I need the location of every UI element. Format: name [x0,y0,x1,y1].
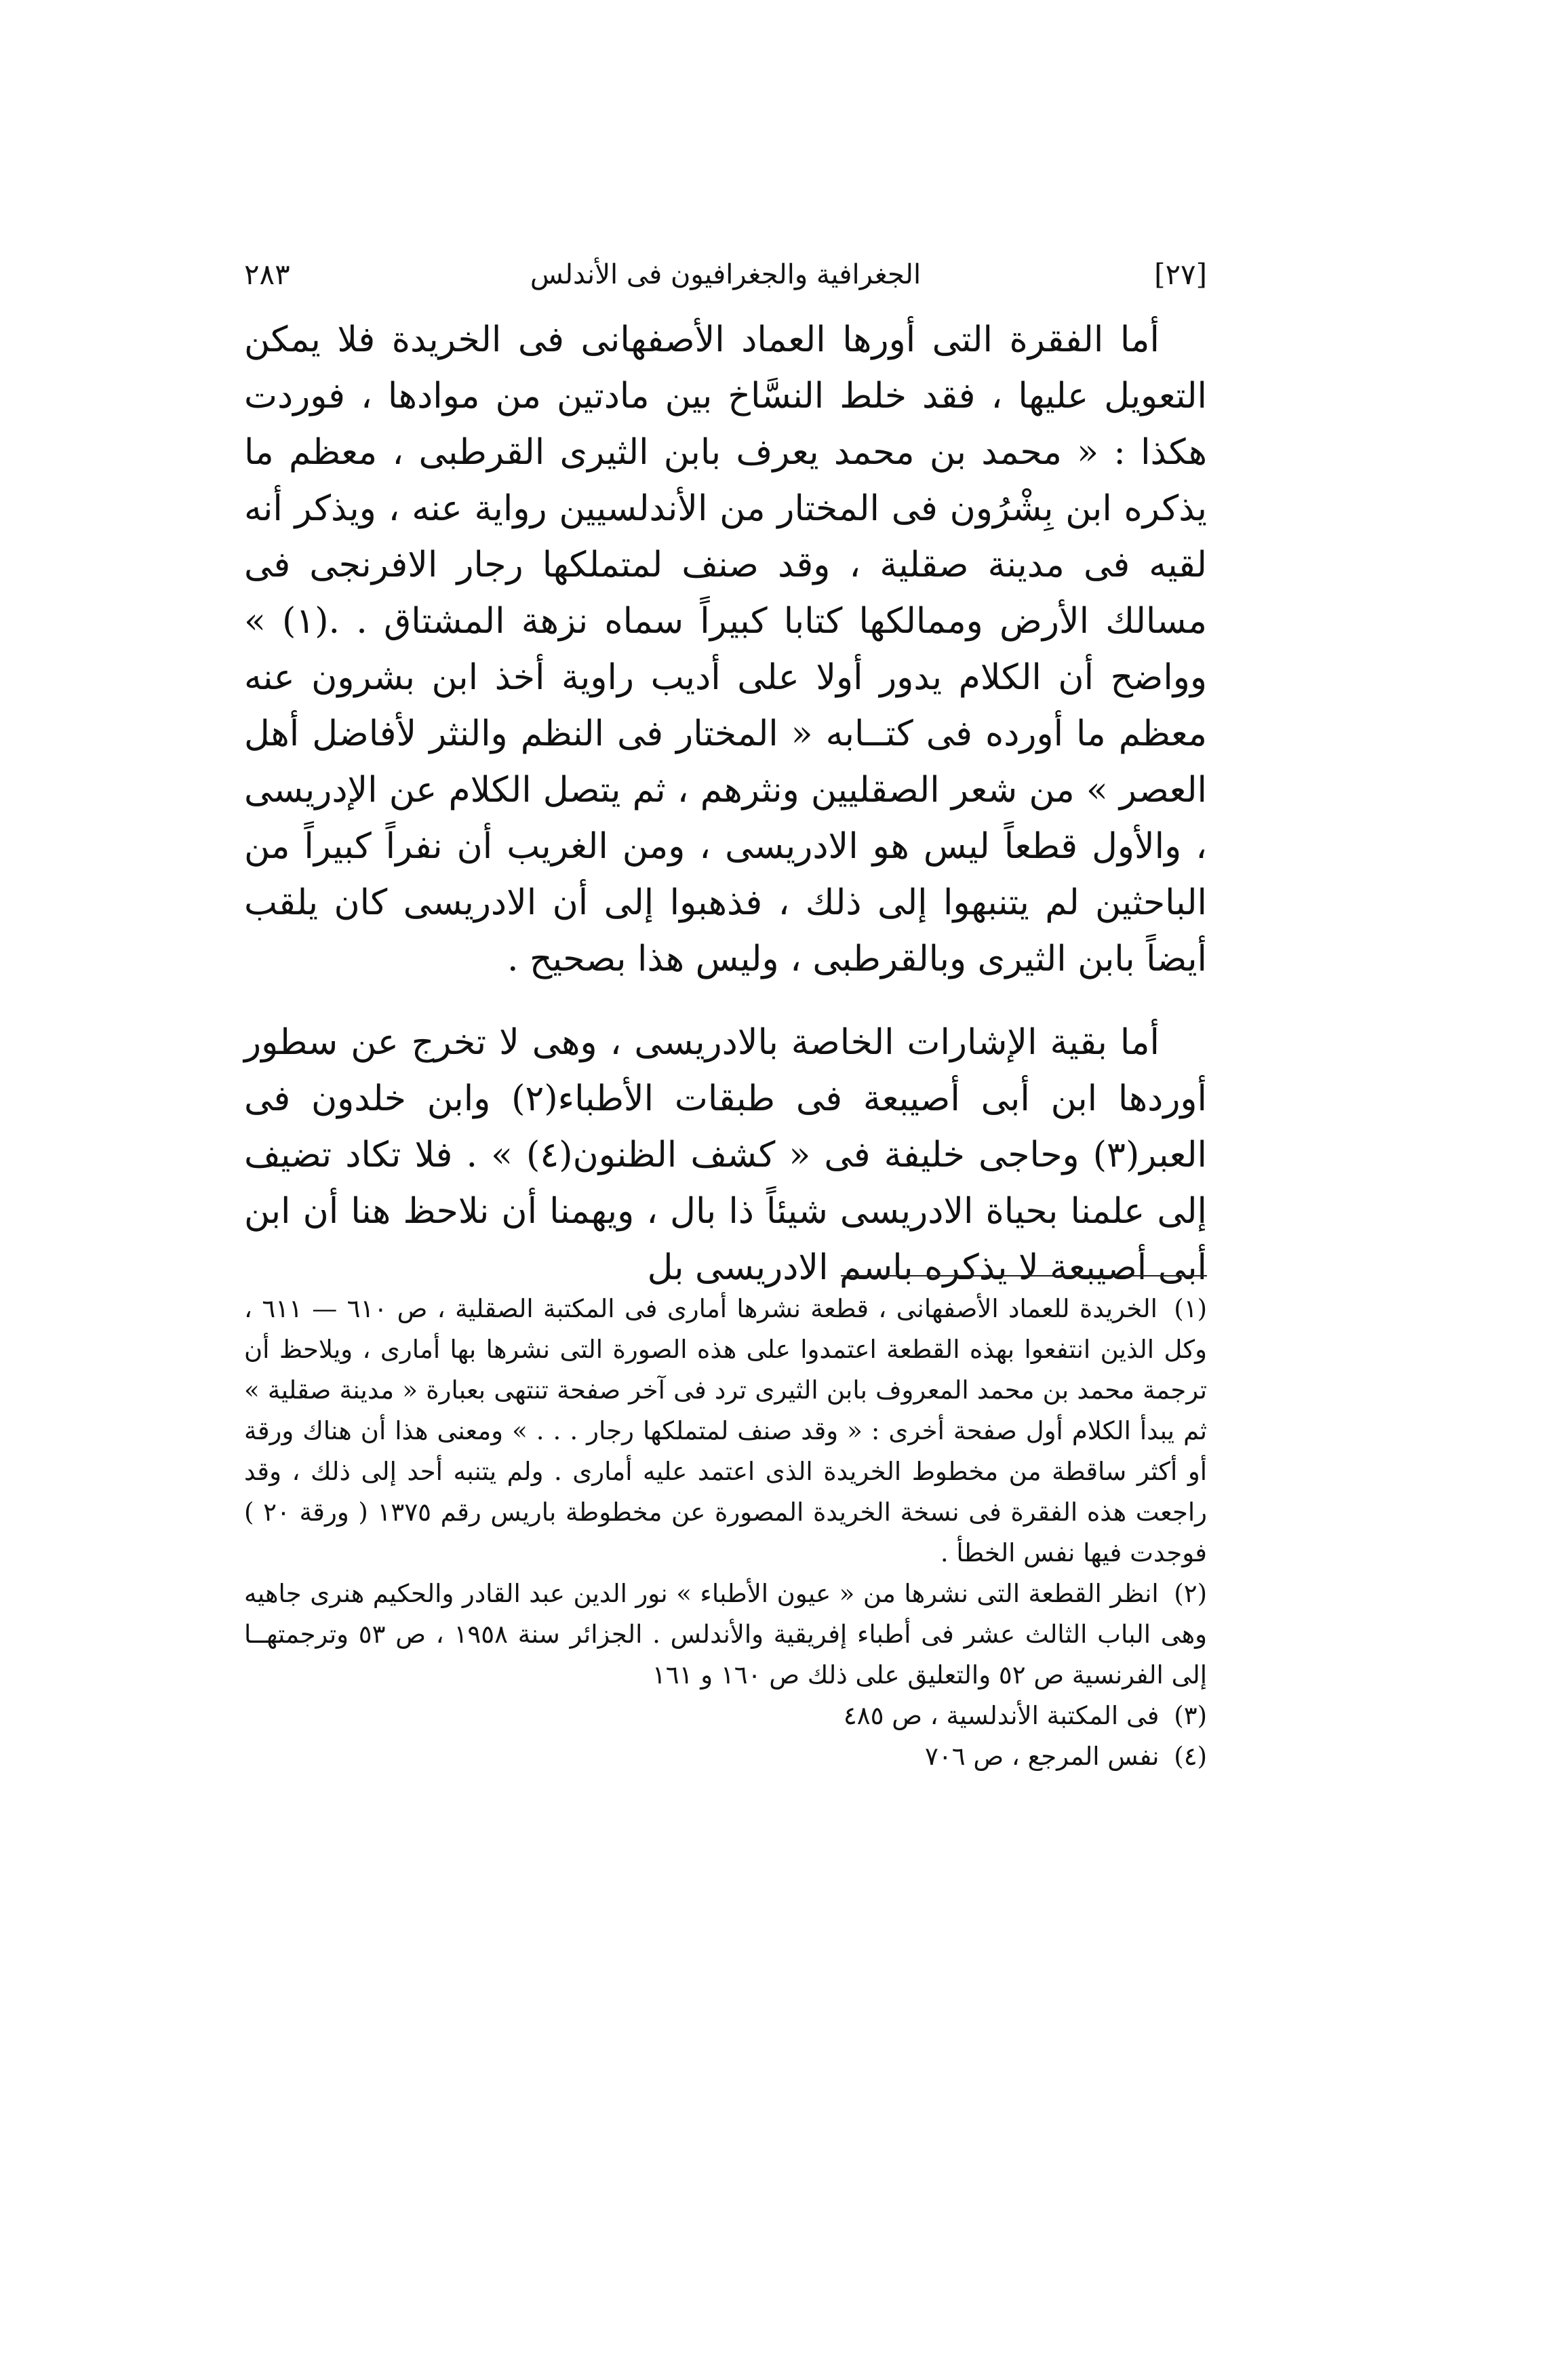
section-number: [٢٧] [1154,258,1207,291]
footnote-4-number: (٤) [1174,1742,1207,1771]
footnote-4-text: نفس المرجع ، ص ٧٠٦ [925,1742,1160,1771]
footnote-2-number: (٢) [1174,1579,1207,1608]
main-text [244,312,1207,1296]
footnote-2-text: انظر القطعة التى نشرها من « عيون الأطباء » نور الدين عبد القادر والحكيم هنرى جاهيه وهى الباب الثالث عشر فى أطباء إفريقية والأندلس . الجزائر سنة ١٩٥٨ ، ص ٥٣ وترجمتهــا إلى الفرنسية ص ٥٢ والتعليق على ذلك ص ١٦٠ و ١٦١ [244,1579,1207,1690]
footnote-3-number: (٣) [1174,1701,1207,1730]
footnote-divider [841,1275,1207,1276]
footnotes [244,1289,1207,1777]
paragraph-2: أما بقية الإشارات الخاصة بالادريسى ، وهى لا تخرج عن سطور أوردها ابن أبى أصيبعة فى طبقات الأطباء(٢) وابن خلدون فى العبر(٣) وحاجى خليفة فى « كشف الظنون(٤) » . فلا تكاد تضيف إلى علمنا بحياة الادريسى شيئاً ذا بال ، ويهمنا أن نلاحظ هنا أن ابن أبى أصيبعة لا يذكره باسم الادريسى بل [244,1022,1207,1288]
footnote-2 [244,1574,1207,1696]
footnote-4 [244,1736,1207,1777]
running-title: الجغرافية والجغرافيون فى الأندلس [530,259,922,290]
footnote-3-text: فى المكتبة الأندلسية ، ص ٤٨٥ [843,1701,1160,1730]
footnote-3 [244,1696,1207,1736]
paragraph-1: أما الفقرة التى أورها العماد الأصفهانى فى الخريدة فلا يمكن التعويل عليها ، فقد خلط النسَّاخ بين مادتين من موادها ، فوردت هكذا : « محمد بن محمد يعرف بابن الثيرى القرطبى ، معظم ما يذكره ابن بِشْرُون فى المختار من الأندلسيين رواية عنه ، ويذكر أنه لقيه فى مدينة صقلية ، وقد صنف لمتملكها رجار الافرنجى فى مسالك الأرض وممالكها كتابا كبيراً سماه نزهة المشتاق . .(١) » وواضح أن الكلام يدور أولا على أديب راوية أخذ ابن بشرون عنه معظم ما أورده فى كتــابه « المختار فى النظم والنثر لأفاضل أهل العصر » من شعر الصقليين ونثرهم ، ثم يتصل الكلام عن الإدريسى ، والأول قطعاً ليس هو الادريسى ، ومن الغريب أن نفراً كبيراً من الباحثين لم يتنبهوا إلى ذلك ، فذهبوا إلى أن الادريسى كان يلقب أيضاً بابن الثيرى وبالقرطبى ، وليس هذا بصحيح . [244,319,1207,979]
footnote-1-text: الخريدة للعماد الأصفهانى ، قطعة نشرها أمارى فى المكتبة الصقلية ، ص ٦١٠ — ٦١١ ، وكل الذين انتفعوا بهذه القطعة اعتمدوا على هذه الصورة التى نشرها بها أمارى ، ويلاحظ أن ترجمة محمد بن محمد المعروف بابن الثيرى ترد فى آخر صفحة تنتهى بعبارة « مدينة صقلية » ثم يبدأ الكلام أول صفحة أخرى : « وقد صنف لمتملكها رجار . . . » ومعنى هذا أن هناك ورقة أو أكثر ساقطة من مخطوط الخريدة الذى اعتمد عليه أمارى . ولم يتنبه أحد إلى ذلك ، وقد راجعت هذه الفقرة فى نسخة الخريدة المصورة عن مخطوطة باريس رقم ١٣٧٥ ( ورقة ٢٠ ) فوجدت فيها نفس الخطأ . [244,1294,1207,1567]
page-number: ٢٨٣ [244,258,290,291]
footnote-1 [244,1289,1207,1574]
footnote-1-number: (١) [1174,1294,1207,1323]
running-header [244,251,1207,298]
